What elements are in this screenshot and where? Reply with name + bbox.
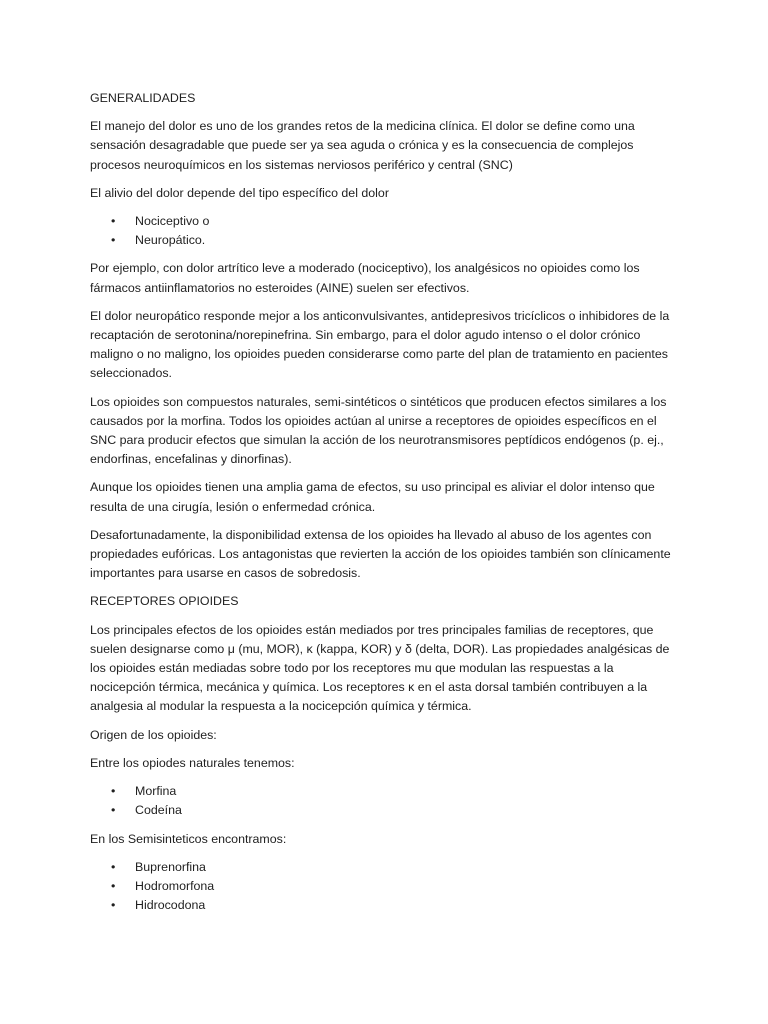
list-item: [90, 231, 682, 250]
list-natural-opioids: [90, 782, 682, 820]
paragraph-opioids-use: Aunque los opioides tienen una amplia gama de efectos, su uso principal es aliviar el dolor intenso que resulta de una cirugía, lesión o enfermedad crónica.: [90, 480, 655, 514]
list-item-text: Hidrocodona: [135, 898, 206, 913]
paragraph-origin: Origen de los opioides:: [90, 727, 217, 742]
paragraph-receptors: Los principales efectos de los opioides están mediados por tres principales familias de receptores, que suelen designarse como μ (mu, MOR), κ (kappa, KOR) y δ (delta, DOR). Las propiedades analgésicas de los opioides están mediadas sobre todo por los receptores mu que modulan las respuestas a la nocicepción térmica, mecánica y química. Los receptores κ en el asta dorsal también contribuyen a la analgesia al modular la respuesta a la nocicepción química y térmica.: [90, 622, 670, 714]
bullet-icon: •: [111, 784, 116, 799]
bullet-icon: •: [111, 803, 116, 818]
list-item: [90, 782, 682, 801]
list-item-text: Buprenorfina: [135, 859, 206, 874]
list-semisynthetic-opioids: [90, 858, 682, 916]
paragraph-natural-intro: Entre los opiodes naturales tenemos:: [90, 755, 295, 770]
list-item: [90, 212, 682, 231]
paragraph-neuropathic: El dolor neuropático responde mejor a los anticonvulsivantes, antidepresivos tricíclicos o inhibidores de la recaptación de serotonina/norepinefrina. Sin embargo, para el dolor agudo intenso o el dolor crónico maligno o no maligno, los opioides pueden considerarse como parte del plan de tratamiento en pacientes seleccionados.: [90, 308, 670, 381]
paragraph-intro: El manejo del dolor es uno de los grandes retos de la medicina clínica. El dolor se define como una sensación desagradable que puede ser ya sea aguda o crónica y es la consecuencia de complejos procesos neuroquímicos en los sistemas nerviosos periférico y central (SNC): [90, 119, 635, 172]
paragraph-nociceptive-example: Por ejemplo, con dolor artrítico leve a moderado (nociceptivo), los analgésicos no opioides como los fármacos antiinflamatorios no esteroides (AINE) suelen ser efectivos.: [90, 261, 640, 295]
bullet-icon: •: [111, 214, 116, 229]
paragraph-semisynthetic-intro: En los Semisinteticos encontramos:: [90, 831, 287, 846]
bullet-icon: •: [111, 859, 116, 874]
list-item: [90, 801, 682, 820]
paragraph-pain-relief: El alivio del dolor depende del tipo específico del dolor: [90, 185, 389, 200]
list-item-text: Codeína: [135, 803, 182, 818]
document-page: [90, 89, 682, 924]
paragraph-opioids-definition: Los opioides son compuestos naturales, semi-sintéticos o sintéticos que producen efectos similares a los causados por la morfina. Todos los opioides actúan al unirse a receptores de opioides específicos en el SNC para producir efectos que simulan la acción de los neurotransmisores peptídicos endógenos (p. ej., endorfinas, encefalinas y dinorfinas).: [90, 394, 667, 467]
list-item-text: Nociceptivo o: [135, 214, 210, 229]
bullet-icon: •: [111, 898, 116, 913]
list-pain-types: [90, 212, 682, 250]
heading-generalidades: GENERALIDADES: [90, 91, 196, 105]
bullet-icon: •: [111, 233, 116, 248]
list-item: [90, 896, 682, 915]
heading-receptores-opioides: RECEPTORES OPIOIDES: [90, 594, 239, 609]
list-item: [90, 858, 682, 877]
paragraph-opioids-abuse: Desafortunadamente, la disponibilidad extensa de los opioides ha llevado al abuso de los agentes con propiedades eufóricas. Los antagonistas que revierten la acción de los opioides también son clínicamente importantes para usarse en casos de sobredosis.: [90, 527, 671, 581]
list-item-text: Neuropático.: [135, 233, 206, 248]
bullet-icon: •: [111, 878, 116, 893]
list-item-text: Morfina: [135, 784, 177, 799]
list-item-text: Hodromorfona: [135, 878, 215, 893]
list-item: [90, 877, 682, 896]
